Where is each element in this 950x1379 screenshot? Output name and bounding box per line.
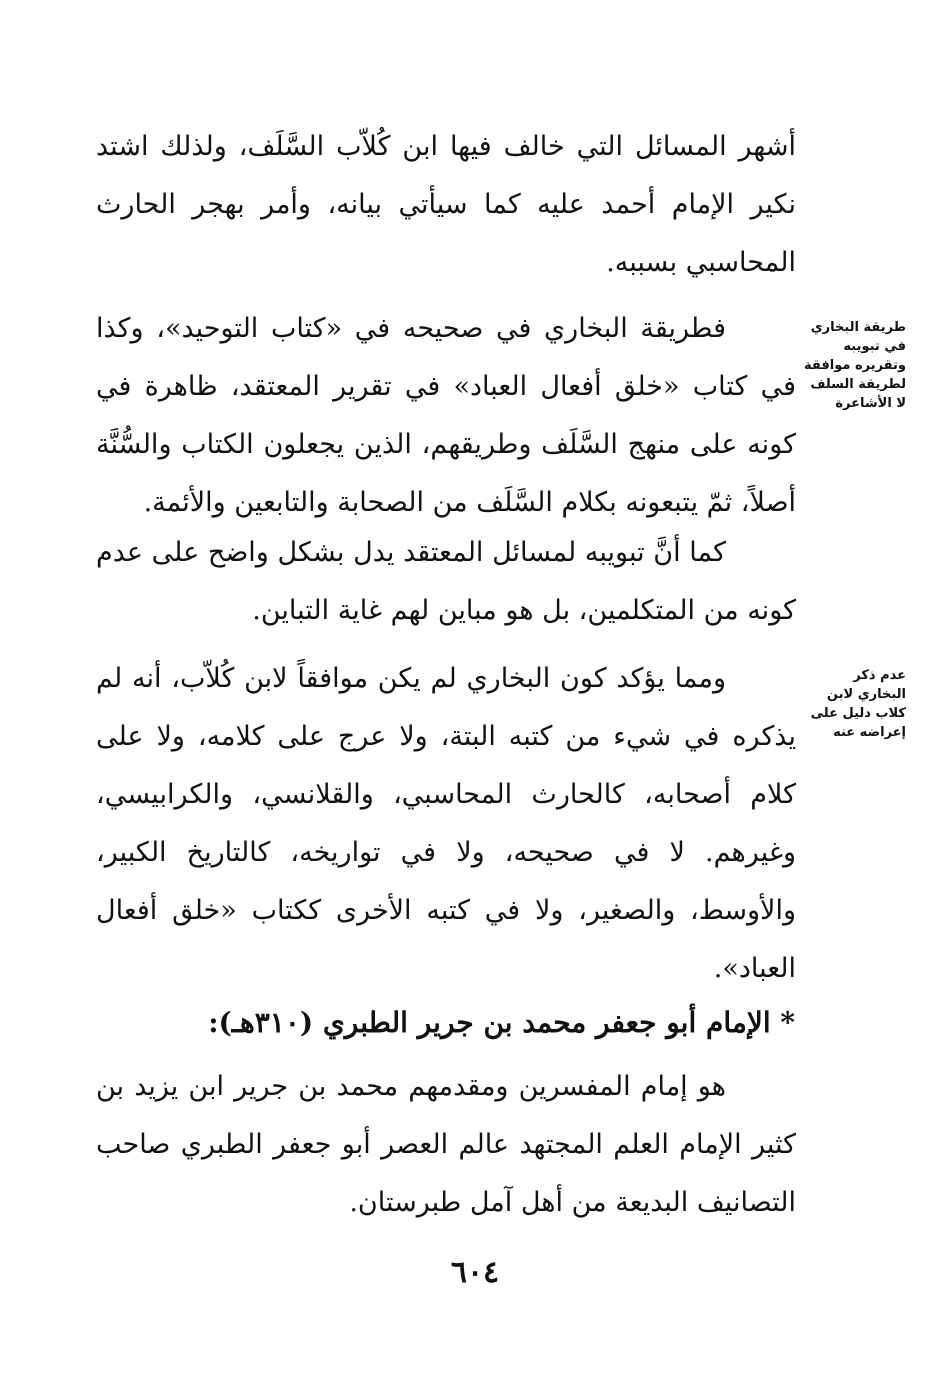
paragraph-1: أشهر المسائل التي خالف فيها ابن كُلاّب السَّلَف، ولذلك اشتد نكير الإمام أحمد عليه كما سيأتي بيانه، وأمر بهجر الحارث المحاسبي بسببه. xyxy=(96,131,796,278)
paragraph-2: فطريقة البخاري في صحيحه في «كتاب التوحيد»، وكذا في كتاب «خلق أفعال العباد» في تقرير المعتقد، ظاهرة في كونه على منهج السَّلَف وطريقهم، الذين يجعلون الكتاب والسُّنَّة أصلاً، ثمّ يتبعونه بكلام السَّلَف من الصحابة والتابعين والأئمة. xyxy=(96,313,796,518)
section-heading-tabari: * الإمام أبو جعفر محمد بن جرير الطبري (٣١٠هـ): xyxy=(208,1006,795,1039)
page-number: ٦٠٤ xyxy=(450,1255,500,1290)
margin-note-ibn-kullab: عدم ذكر البخاري لابن كلاب دليل على إعراضه عنه xyxy=(810,668,906,740)
paragraph-4: ومما يؤكد كون البخاري لم يكن موافقاً لابن كُلاّب، أنه لم يذكره في شيء من كتبه البتة، ولا عرج على كلامه، ولا على كلام أصحابه، كالحارث المحاسبي، والقلانسي، والكرابيسي، وغيرهم. لا في صحيحه، ولا في تواريخه، كالتاريخ الكبير، والأوسط، والصغير، ولا في كتبه الأخرى ككتاب «خلق أفعال العباد». xyxy=(96,663,796,984)
margin-note-bukhari-method: طريقة البخاري في تبويبه وتقريره موافقة لطريقة السلف لا الأشاعرة xyxy=(804,320,906,411)
paragraph-5: هو إمام المفسرين ومقدمهم محمد بن جرير ابن يزيد بن كثير الإمام العلم المجتهد عالم العصر أبو جعفر الطبري صاحب التصانيف البديعة من أهل آمل طبرستان. xyxy=(96,1071,796,1218)
paragraph-3: كما أنَّ تبويبه لمسائل المعتقد يدل بشكل واضح على عدم كونه من المتكلمين، بل هو مباين لهم غاية التباين. xyxy=(96,537,796,626)
